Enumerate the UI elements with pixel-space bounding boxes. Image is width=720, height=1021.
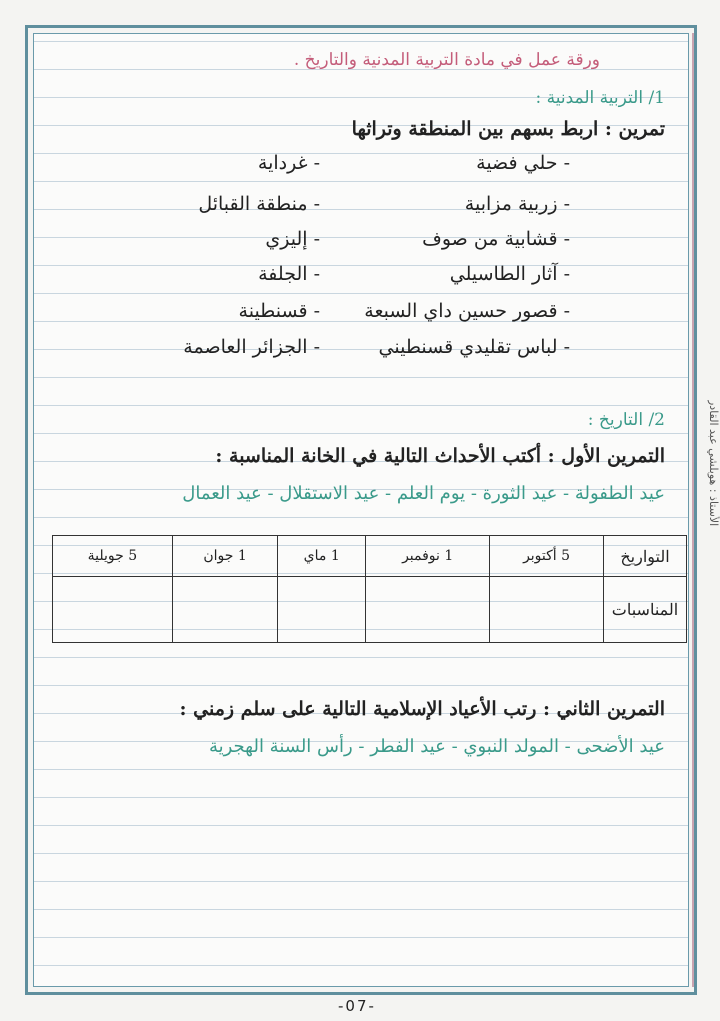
region-item: - الجلفة: [258, 263, 320, 285]
event-answer-cell[interactable]: [366, 577, 490, 643]
event-answer-cell[interactable]: [490, 577, 604, 643]
date-cell: 5 جويلية: [53, 536, 173, 577]
heritage-item: - قشابية من صوف: [422, 228, 570, 250]
exercise2-instruction: التمرين الثاني : رتب الأعياد الإسلامية التالية على سلم زمني :: [179, 698, 665, 720]
date-cell: 1 جوان: [172, 536, 277, 577]
dates-label: التواريخ: [604, 536, 687, 577]
event-answer-cell[interactable]: [278, 577, 366, 643]
events-word-list: عيد الطفولة - عيد الثورة - يوم العلم - عيد الاستقلال - عيد العمال: [182, 483, 665, 504]
exercise1-instruction: التمرين الأول : أكتب الأحداث التالية في الخانة المناسبة :: [215, 445, 665, 467]
section-civic-title: 1/ التربية المدنية :: [535, 88, 665, 108]
lined-paper: [33, 33, 689, 987]
events-label: المناسبات: [604, 577, 687, 643]
date-cell: 5 أكتوبر: [490, 536, 604, 577]
page-number: -07-: [338, 997, 376, 1015]
date-cell: 1 نوفمبر: [366, 536, 490, 577]
events-row: [53, 577, 687, 643]
section-history-title: 2/ التاريخ :: [587, 410, 665, 430]
worksheet-title: ورقة عمل في مادة التربية المدنية والتاريخ .: [293, 50, 600, 70]
exercise-link-instruction: تمرين : اربط بسهم بين المنطقة وتراثها: [351, 118, 665, 140]
region-item: - إليزي: [265, 228, 320, 250]
heritage-item: - زربية مزابية: [464, 193, 570, 215]
event-answer-cell[interactable]: [172, 577, 277, 643]
dates-row: [53, 536, 687, 577]
region-item: - منطقة القبائل: [198, 193, 320, 215]
teacher-name-vertical: الأستاذ : هوبلشي عبد القادر: [707, 400, 720, 527]
heritage-item: - آثار الطاسيلي: [449, 263, 570, 285]
islamic-holidays-list: عيد الأضحى - المولد النبوي - عيد الفطر - رأس السنة الهجرية: [208, 736, 665, 757]
events-table: [52, 535, 687, 643]
heritage-item: - لباس تقليدي قسنطيني: [378, 336, 570, 358]
margin-line: [692, 33, 694, 987]
heritage-item: - حلي فضية: [476, 152, 570, 174]
event-answer-cell[interactable]: [53, 577, 173, 643]
region-item: - الجزائر العاصمة: [183, 336, 320, 358]
heritage-item: - قصور حسين داي السبعة: [364, 300, 570, 322]
region-item: - قسنطينة: [238, 300, 320, 322]
region-item: - غرداية: [257, 152, 320, 174]
date-cell: 1 ماي: [278, 536, 366, 577]
